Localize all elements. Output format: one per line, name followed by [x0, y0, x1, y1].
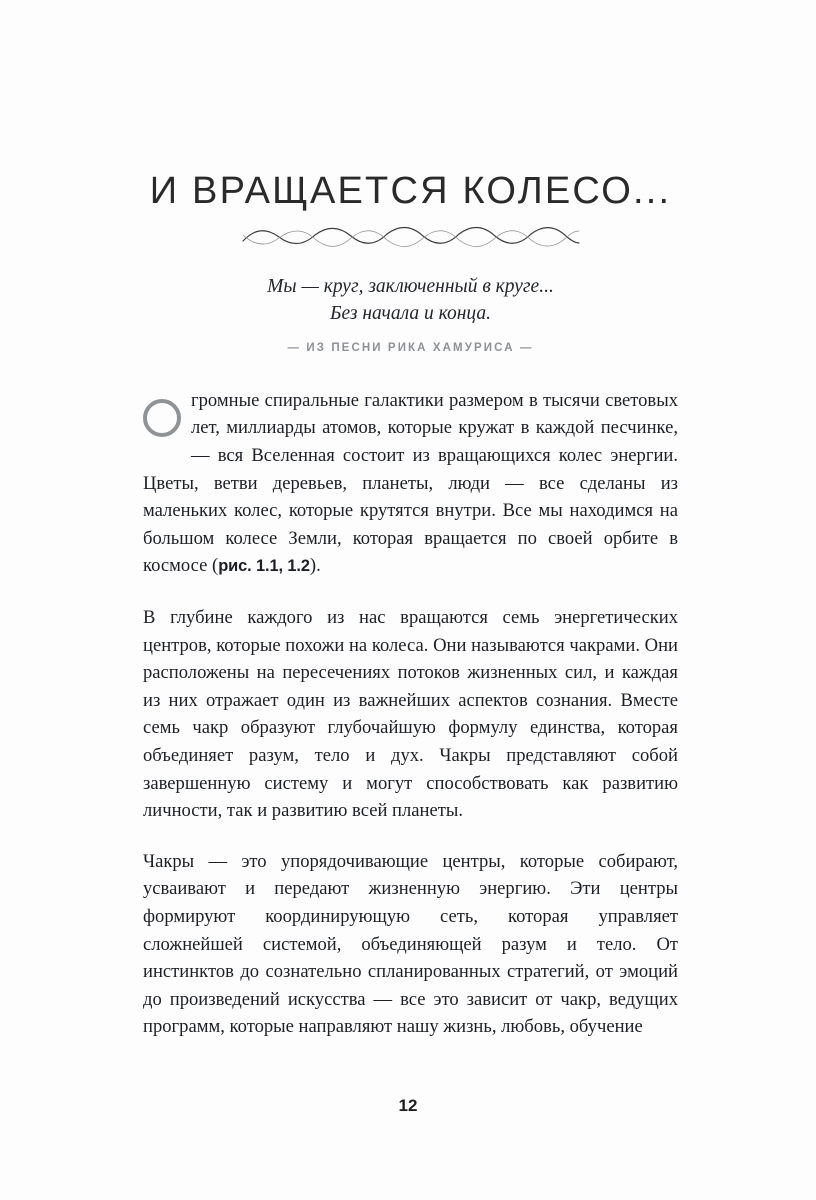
epigraph-attribution: — ИЗ ПЕСНИ РИКА ХАМУРИСА — [287, 341, 534, 354]
chapter-title: И ВРАЩАЕТСЯ КОЛЕСО... [149, 170, 672, 212]
paragraph-1 [143, 387, 678, 581]
epigraph-line-1: Мы — круг, заключенный в круге... [267, 276, 554, 297]
paragraph-2: В глубине каждого из нас вращаются семь энергетических центров, которые похожи на колеса. Они называются чакрами. Они расположены на пересечениях потоков жизненных сил, и каждая из них отражает один из важнейших аспектов сознания. Вместе семь чакр образуют глубочайшую формулу единства, которая объединяет разум, тело и дух. Чакры представляют собой завершенную систему и могут способствовать как развитию личности, так и развитию всей планеты. [143, 606, 678, 822]
paragraph-1-lead: громные спиральные галактики размером в тысячи световых лет, миллиарды атомов, которые кружат в каждой песчинке, — вся Вселенная состоит из вращающихся колес энергии. Цветы, ветви деревьев, планеты, люди — все сделаны из маленьких колес, которые крутятся внутри. Все мы находимся на большом колесе Земли, которая вращается по своей орбите в космосе ( [143, 389, 678, 577]
double-wave-ornament [241, 224, 581, 250]
paragraph-1-tail: ). [309, 555, 321, 577]
epigraph [143, 274, 678, 328]
body-text [143, 387, 678, 1041]
dropcap-ring-glyph [143, 399, 181, 437]
figure-reference: рис. 1.1, 1.2 [218, 557, 310, 576]
page-content-column [143, 0, 678, 1041]
dropcap-o [143, 393, 189, 445]
page-number: 12 [398, 1096, 418, 1115]
paragraph-3: Чакры — это упорядочивающие центры, которые собирают, усваивают и передают жизненную энергию. Эти центры формируют координирующую сеть, которая управляет сложнейшей системой, объединяющей разум и тело. От инстинктов до сознательно спланированных стратегий, от эмоций до произведений искусства — все это зависит от чакр, ведущих программ, которые направляют нашу жизнь, любовь, обучение [143, 850, 678, 1038]
epigraph-line-2: Без начала и конца. [329, 302, 491, 324]
